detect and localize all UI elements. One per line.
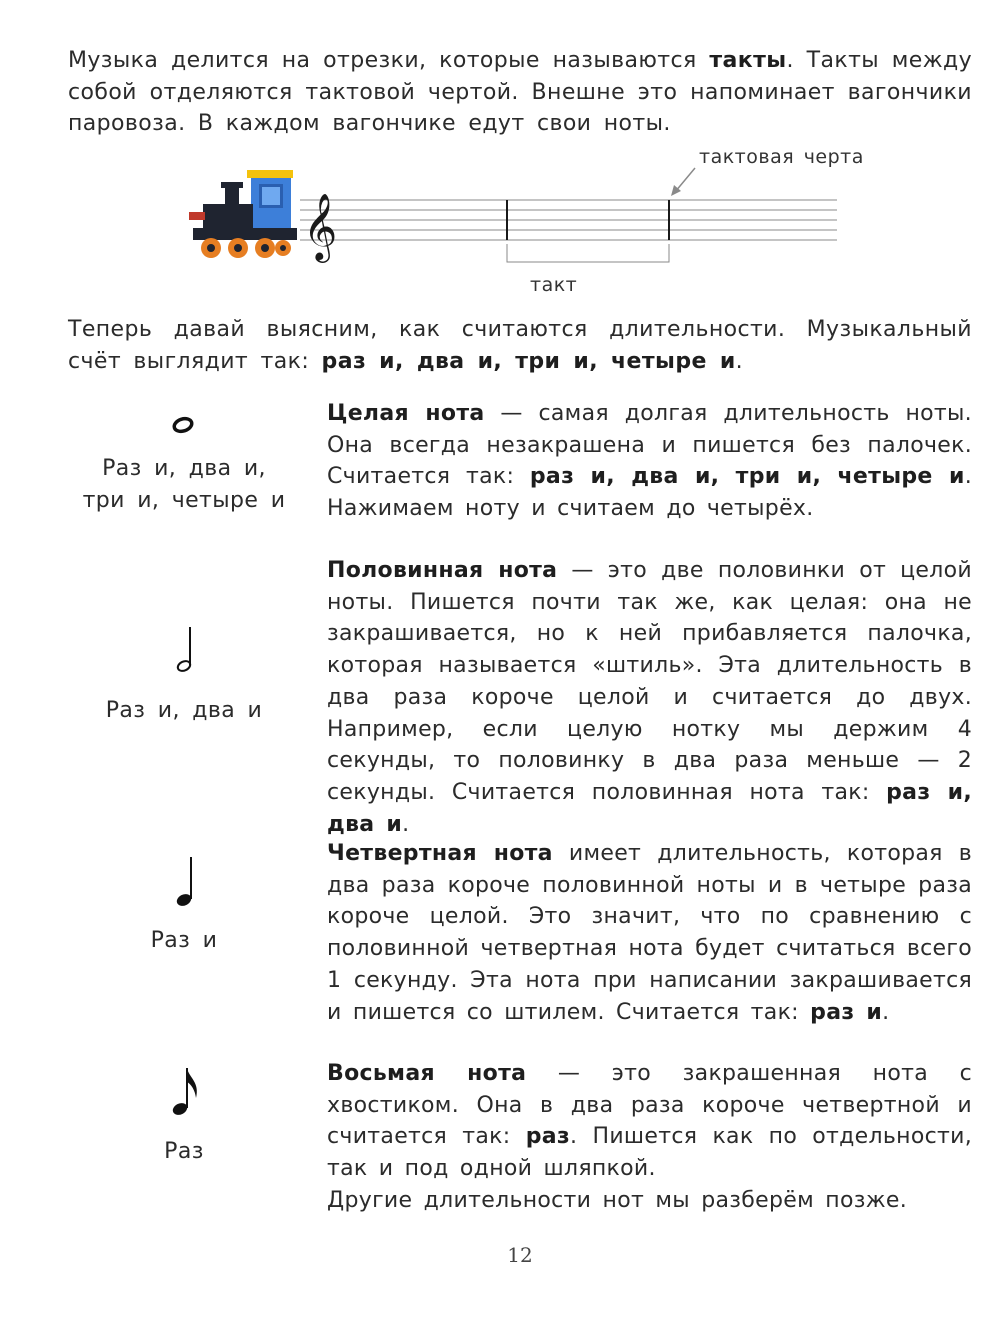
staff-lines xyxy=(300,200,837,240)
counting-sequence: раз и, два и, три и, четыре и xyxy=(321,348,736,374)
quarter-note-term: Четвертная нота xyxy=(327,841,553,866)
eighth-note-description: Восьмая нота — это закрашенная нота с хвостиком. Она в два раза короче четвертной и считается так: раз. Пишется как по отдельности, так и под одной шляпкой. xyxy=(327,1061,972,1182)
arrow-icon xyxy=(671,168,695,196)
whole-note-icon xyxy=(170,414,196,436)
half-note-count-label: Раз и, два и xyxy=(105,698,263,723)
closing-note: Другие длительности нот мы разберём позже. xyxy=(327,1188,907,1213)
eighth-note-term: Восьмая нота xyxy=(327,1061,527,1086)
whole-note-count-label: Раз и, два и, три и, четыре и xyxy=(82,456,286,513)
train-icon xyxy=(189,170,297,258)
whole-note-description: Целая нота — самая долгая длительность ноты. Она всегда незакрашена и пишется без палочек. Считается так: раз и, два и, три и, четыре и. Нажимаем ноту и считаем до четырёх. xyxy=(327,401,972,522)
counting-intro-paragraph: Теперь давай выясним, как считаются длительности. Музыкальный счёт выглядит так: раз и, два и, три и, четыре и. xyxy=(68,317,972,374)
half-note-description: Половинная нота — это две половинки от целой ноты. Пишется почти так же, как целая: она не закрашивается, но к ней прибавляется палочка, которая называется «штиль». Эта длительность в два раза короче целой и считается до двух. Например, если целую нотку мы держим 4 секунды, то половинку в два раза меньше — 2 секунды. Считается половинная нота так: раз и, два и. xyxy=(327,558,973,837)
term-takty: такты xyxy=(709,48,787,73)
whole-note-term: Целая нота xyxy=(327,401,485,426)
intro-paragraph: Музыка делится на отрезки, которые называются такты. Такты между собой отделяются тактовой чертой. Внешне это напоминает вагончики паровоза. В каждом вагончике едут свои ноты. xyxy=(68,48,972,137)
quarter-note-count-label: Раз и xyxy=(150,928,218,953)
half-note-term: Половинная нота xyxy=(327,558,558,583)
eighth-note-icon xyxy=(168,1066,202,1118)
quarter-note-icon xyxy=(170,855,200,909)
measure-label: такт xyxy=(530,274,578,296)
half-note-icon xyxy=(170,625,200,675)
treble-clef-icon: 𝄞 xyxy=(303,192,338,260)
page-number: 12 xyxy=(507,1243,533,1267)
eighth-note-count-label: Раз xyxy=(164,1139,204,1164)
measure-bracket xyxy=(507,244,669,262)
quarter-note-description: Четвертная нота имеет длительность, которая в два раза короче половинной ноты и в четыре раза короче целой. Это значит, что по сравнению с половинной четвертная нота будет считаться всего 1 секунду. Эта нота при написании закрашивается и пишется со штилем. Считается так: раз и. xyxy=(327,841,972,1025)
barline-label: тактовая черта xyxy=(699,146,864,168)
